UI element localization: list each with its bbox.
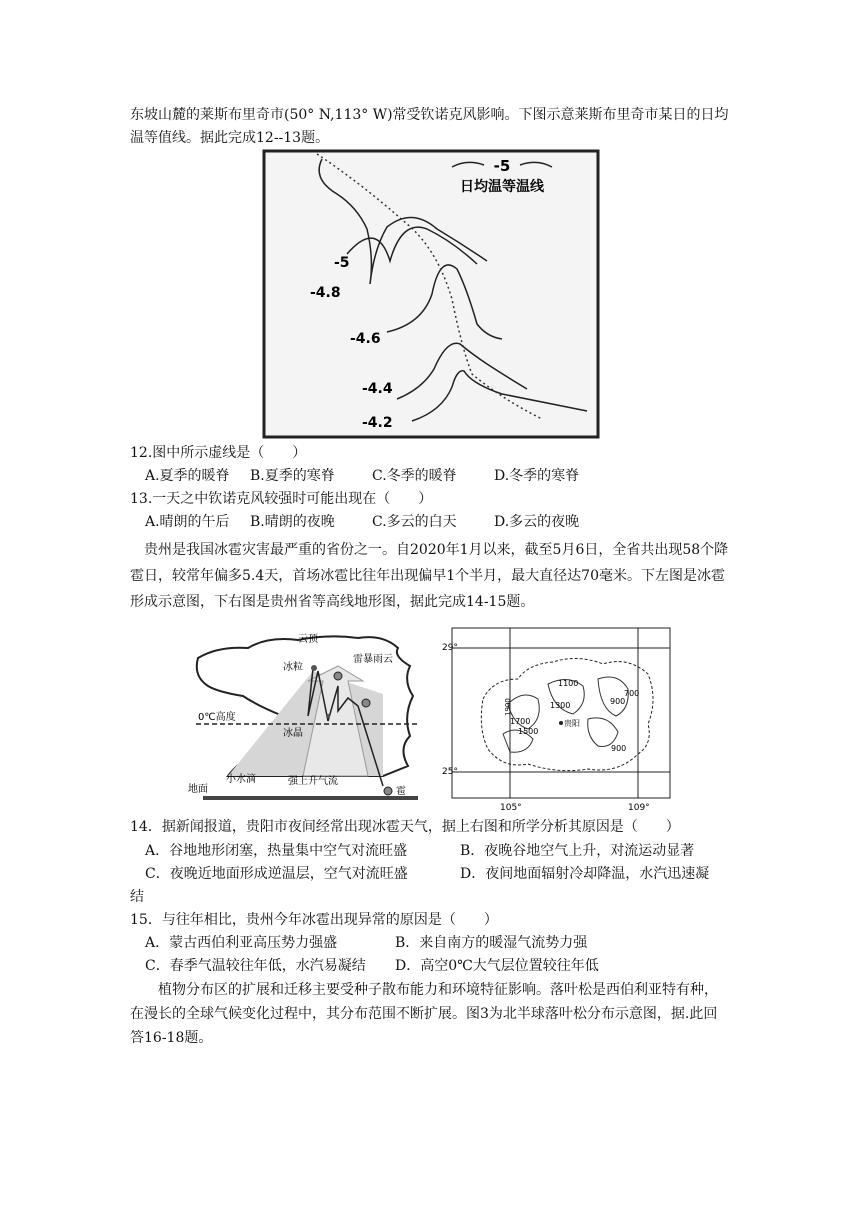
intro-paragraph-3: 植物分布区的扩展和迁移主要受种子散布能力和环境特征影响。落叶松是西伯利亚特有种，在漫长的全球气候变化过程中，其分布范围不断扩展。图3为北半球落叶松分布示意图，据.此回答16-18题。	[130, 982, 718, 1046]
contour-label-900-top: 900	[610, 697, 626, 706]
lat-25: 25°	[442, 767, 458, 777]
q15-option-b: B．来自南方的暖湿气流势力强	[395, 935, 588, 951]
label-updraft: 强上升气流	[288, 776, 338, 787]
lat-29: 29°	[442, 643, 458, 653]
guiyang-marker	[559, 721, 563, 725]
label-minus-4-4: -4.4	[362, 381, 393, 397]
label-hail: 雹	[396, 786, 406, 797]
contour-label-1100: 1100	[558, 679, 579, 688]
q12-option-a: A.夏季的暖脊	[145, 468, 230, 484]
contour-label-1300: 1300	[550, 701, 571, 710]
q14-stem: 14．据新闻报道，贵阳市夜间经常出现冰雹天气，据上右图和所学分析其原因是（ ）	[130, 819, 680, 835]
q14-option-d-wrap: 结	[130, 889, 144, 905]
q15-option-a: A．蒙古西伯利亚高压势力强盛	[145, 935, 338, 951]
contour-label-1900: 1900	[504, 698, 512, 716]
label-ground: 地面	[188, 784, 208, 795]
graupel-2	[362, 699, 370, 707]
contour-label-1500: 1500	[518, 727, 539, 736]
label-minus-4-6: -4.6	[350, 331, 381, 347]
ice-crystal-dot	[326, 714, 330, 718]
legend-value: -5	[493, 157, 511, 175]
guizhou-contour-figure	[438, 624, 678, 818]
lon-109: 109°	[628, 803, 650, 813]
label-minus-5: -5	[334, 255, 350, 271]
q13-stem: 13.一天之中钦诺克风较强时可能出现在（ ）	[130, 491, 433, 507]
lon-105: 105°	[500, 803, 522, 813]
q12-option-b: B.夏季的寒脊	[250, 468, 335, 484]
q13-option-c: C.多云的白天	[372, 514, 457, 530]
q12-stem: 12.图中所示虚线是（ ）	[130, 445, 307, 461]
q15-option-d: D．高空0℃大气层位置较往年低	[395, 958, 599, 974]
label-minus-4-2: -4.2	[362, 415, 393, 431]
q14-option-d: D．夜间地面辐射冷却降温，水汽迅速凝	[460, 866, 710, 882]
hail-stone	[384, 787, 392, 795]
ice-particle	[311, 665, 317, 671]
label-ice-particle: 冰粒	[283, 662, 303, 673]
q13-option-b: B.晴朗的夜晚	[250, 514, 335, 530]
q13-option-a: A.晴朗的午后	[145, 514, 230, 530]
q12-option-c: C.冬季的暖脊	[372, 468, 457, 484]
city-guiyang: 贵阳	[564, 719, 580, 728]
q14-option-a: A．谷地地形闭塞，热量集中空气对流旺盛	[145, 843, 408, 859]
q15-option-c: C．春季气温较往年低，水汽易凝结	[145, 958, 366, 974]
hail-formation-figure	[188, 626, 428, 810]
q13-option-d: D.多云的夜晚	[494, 514, 580, 530]
q12-option-d: D.冬季的寒脊	[494, 468, 580, 484]
q14-option-c: C．夜晚近地面形成逆温层，空气对流旺盛	[145, 866, 408, 882]
contour-label-900-bottom: 900	[611, 744, 627, 753]
label-minus-4-8: -4.8	[310, 285, 341, 301]
graupel-1	[334, 672, 342, 680]
label-ice-crystal: 冰晶	[283, 728, 303, 739]
isotherm-figure	[262, 149, 600, 443]
label-droplet: 小水滴	[226, 774, 256, 785]
legend-label: 日均温等温线	[460, 179, 544, 195]
intro-paragraph-2: 贵州是我国冰雹灾害最严重的省份之一。自2020年1月以来，截至5月6日，全省共出现58个降雹日，较常年偏多5.4天，首场冰雹比往年出现偏早1个半月，最大直径达70毫米。下左图是冰雹形成示意图，下右图是贵州省等高线地形图，据此完成14-15题。	[130, 542, 729, 610]
contour-label-700: 700	[624, 689, 640, 698]
label-storm-cloud: 雷暴雨云	[353, 654, 393, 665]
label-cloud-top: 云顶	[298, 634, 318, 645]
intro-paragraph-1: 东坡山麓的莱斯布里奇市(50° N,113° W)常受钦诺克风影响。下图示意莱斯布里奇市某日的日均温等值线。据此完成12--13题。	[130, 107, 729, 146]
contour-label-1700: 1700	[510, 717, 531, 726]
q15-stem: 15．与往年相比，贵州今年冰雹出现异常的原因是（ ）	[130, 912, 498, 928]
q14-option-b: B．夜晚谷地空气上升，对流运动显著	[460, 843, 695, 859]
label-zero-height: 0℃高度	[198, 712, 236, 723]
